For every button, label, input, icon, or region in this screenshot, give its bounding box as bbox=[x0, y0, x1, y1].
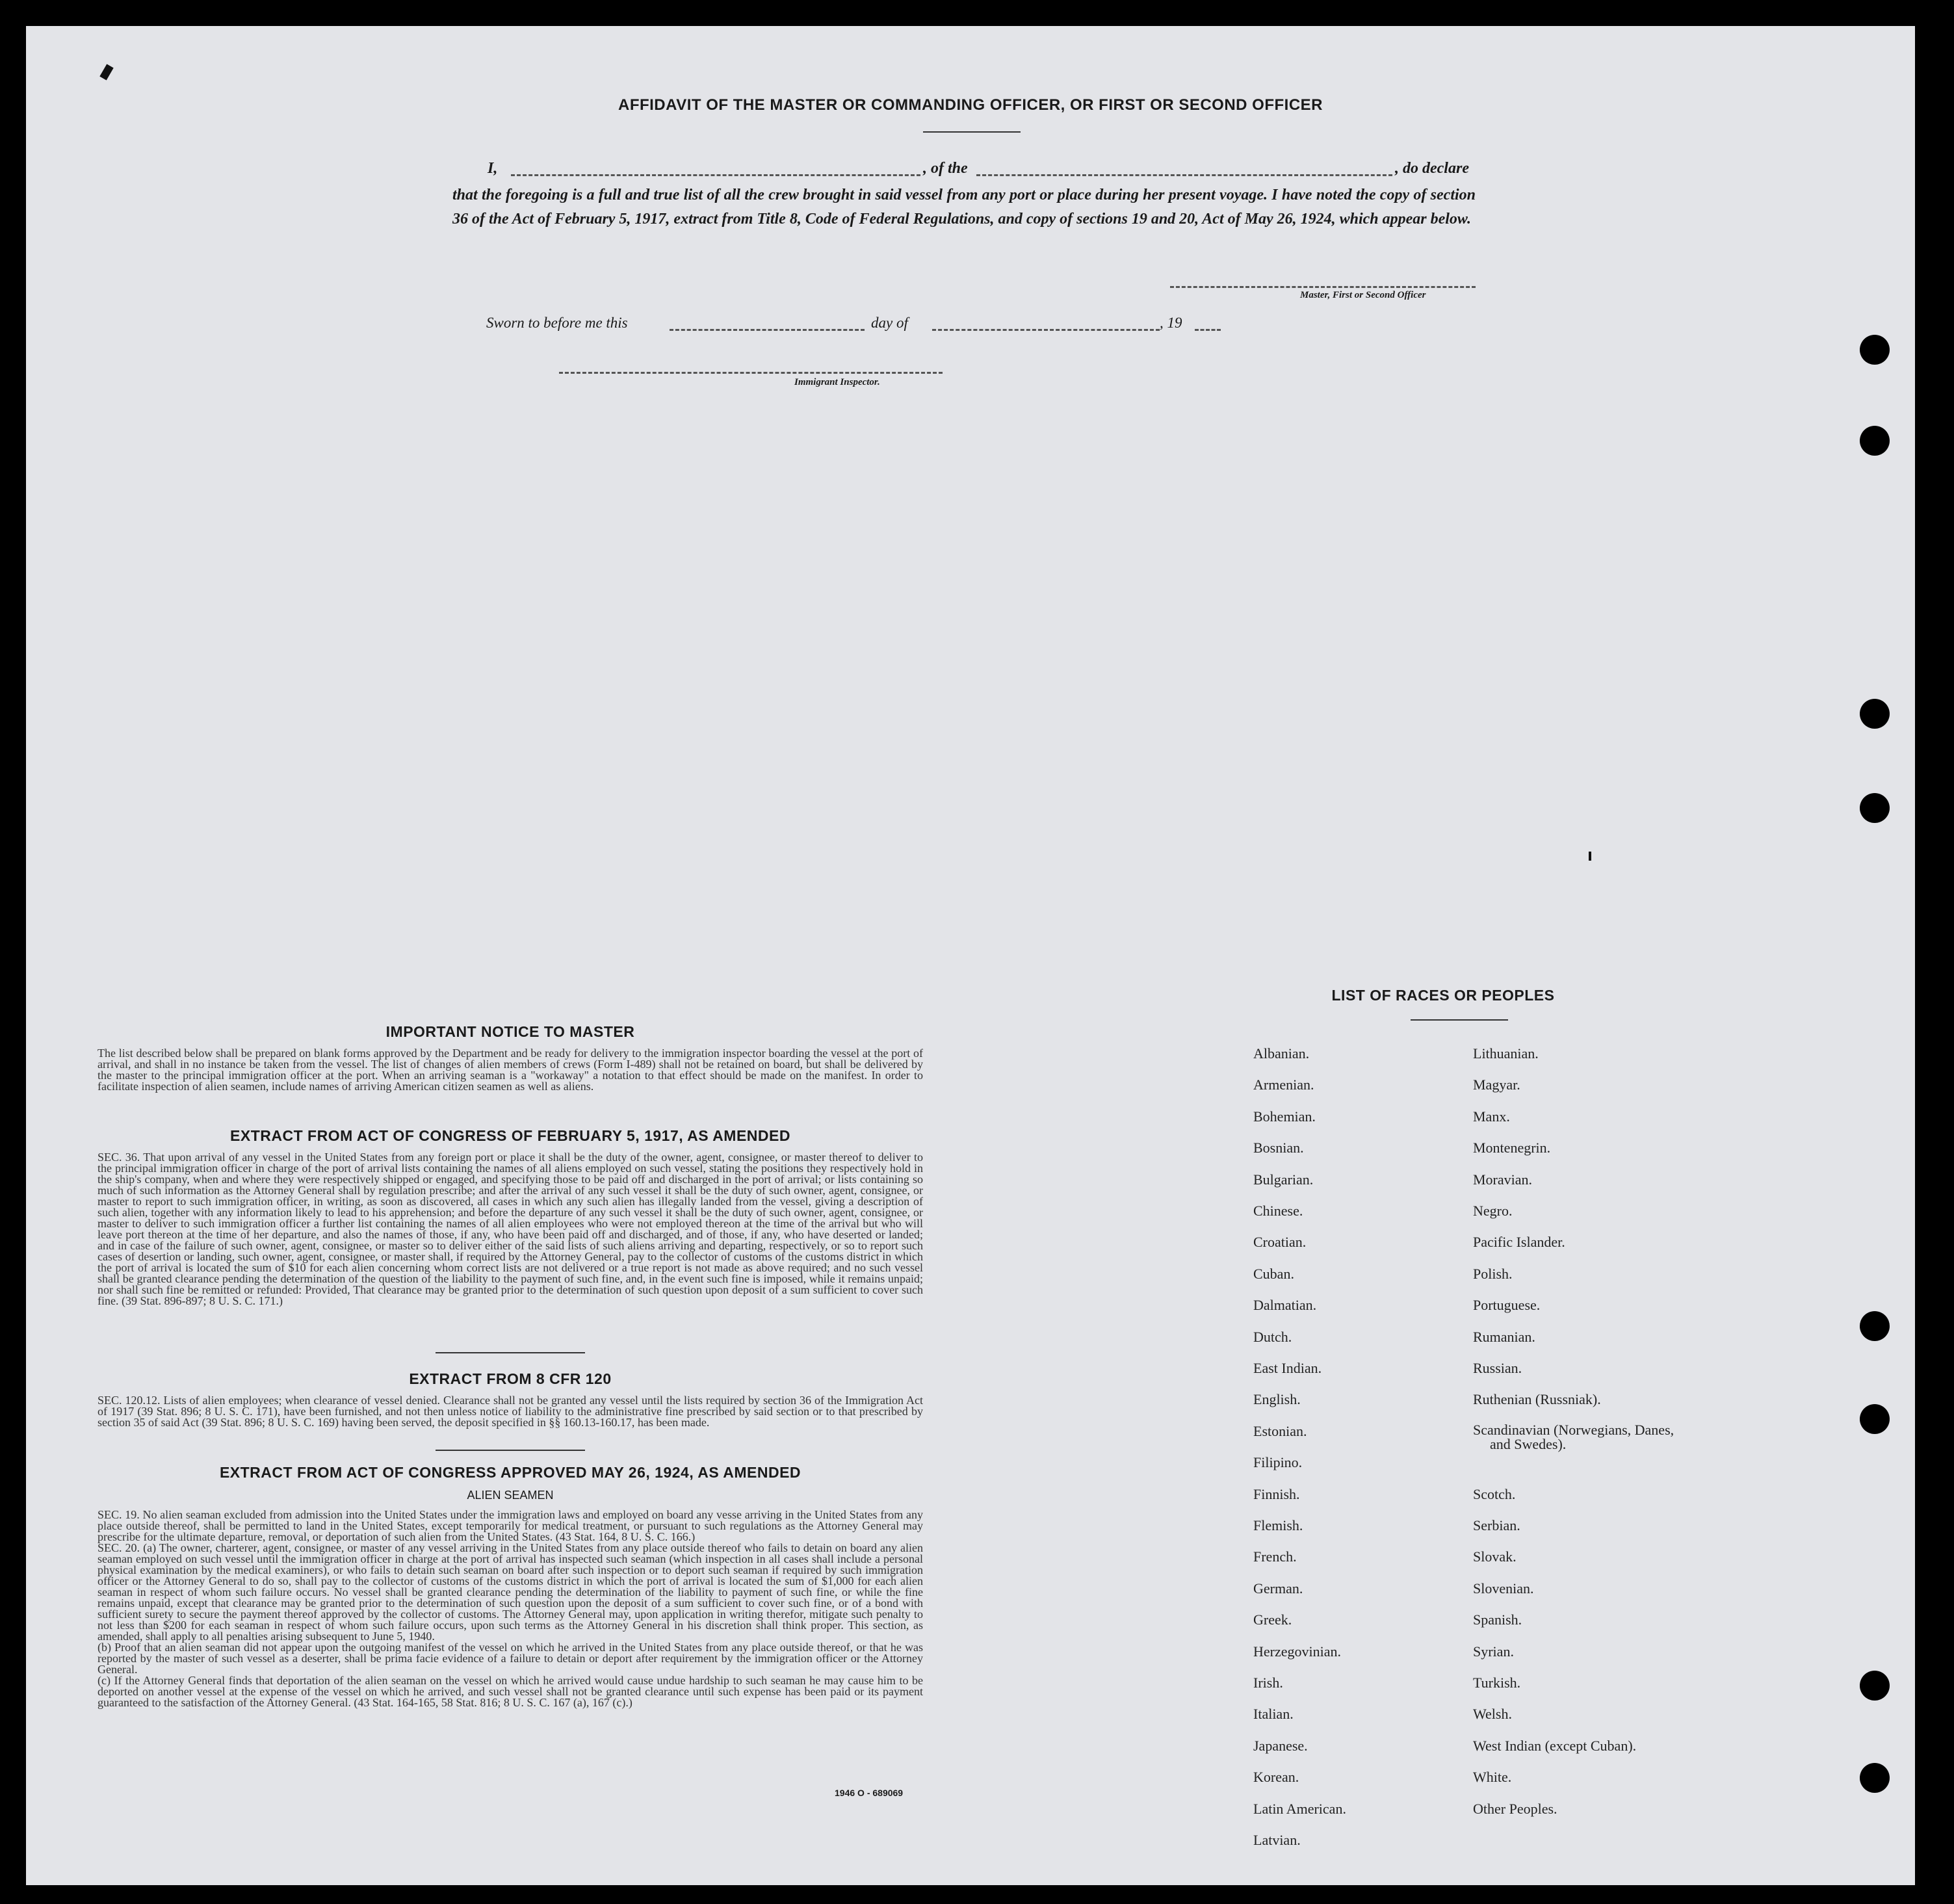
name-blank[interactable] bbox=[511, 174, 920, 176]
race-item-left-6: Croatian. bbox=[1253, 1234, 1307, 1251]
race-item-right-19: Syrian. bbox=[1473, 1643, 1514, 1660]
race-item-right-2: Manx. bbox=[1473, 1108, 1510, 1125]
binder-hole bbox=[1860, 1763, 1890, 1793]
divider-1 bbox=[436, 1352, 585, 1353]
binder-hole bbox=[1860, 335, 1890, 365]
form-page bbox=[26, 26, 1915, 1885]
race-item-left-9: Dutch. bbox=[1253, 1328, 1292, 1345]
inspector-line[interactable] bbox=[559, 372, 943, 374]
extract-1924-heading: EXTRACT FROM ACT OF CONGRESS APPROVED MAY 26, 1924, AS AMENDED bbox=[219, 1464, 801, 1481]
extract-cfr-heading: EXTRACT FROM 8 CFR 120 bbox=[409, 1370, 612, 1387]
binder-hole bbox=[1860, 1404, 1890, 1434]
race-item-right-12: Scandinavian (Norwegians, Danes, and Swedes). bbox=[1473, 1421, 1674, 1452]
race-item-left-2: Bohemian. bbox=[1253, 1108, 1316, 1125]
notice-text: The list described below shall be prepared on blank forms approved by the Department and be ready for delivery to the immigration inspector boarding the vessel at the port of arrival, and shall in no instance be taken from the vessel. The list of changes of alien members of crews (Form I-489) shall not be retained on board, but shall be delivered by the master to the principal immigration officer at the port. When an arriving seaman is a "workaway" a notation to that effect should be made on the manifest. In order to facilitate inspection of alien seamen, include names of arriving American citizen seamen as well as aliens. bbox=[98, 1047, 923, 1093]
race-item-right-6: Pacific Islander. bbox=[1473, 1234, 1565, 1251]
race-item-right-4: Moravian. bbox=[1473, 1171, 1533, 1188]
binder-hole bbox=[1860, 1671, 1890, 1701]
extract-1917-heading: EXTRACT FROM ACT OF CONGRESS OF FEBRUARY 5, 1917, AS AMENDED bbox=[230, 1127, 790, 1144]
race-item-left-7: Cuban. bbox=[1253, 1265, 1294, 1282]
race-item-left-17: German. bbox=[1253, 1580, 1303, 1597]
race-item-right-24: Other Peoples. bbox=[1473, 1800, 1557, 1817]
divider-2 bbox=[436, 1450, 585, 1451]
race-item-left-14: Finnish. bbox=[1253, 1485, 1300, 1502]
notice-heading: IMPORTANT NOTICE TO MASTER bbox=[385, 1023, 635, 1040]
race-item-right-16: Slovak. bbox=[1473, 1548, 1517, 1565]
race-item-left-20: Irish. bbox=[1253, 1675, 1283, 1691]
sworn-month-blank[interactable] bbox=[932, 329, 1160, 331]
race-item-right-18: Spanish. bbox=[1473, 1611, 1522, 1628]
race-item-right-11: Ruthenian (Russniak). bbox=[1473, 1391, 1601, 1408]
races-underline bbox=[1411, 1019, 1508, 1021]
extract-1924-text bbox=[98, 1509, 923, 1708]
race-item-left-23: Korean. bbox=[1253, 1769, 1299, 1786]
title-underline bbox=[923, 131, 1021, 133]
race-item-left-3: Bosnian. bbox=[1253, 1140, 1304, 1156]
race-item-right-23: White. bbox=[1473, 1769, 1512, 1786]
race-item-right-14: Scotch. bbox=[1473, 1485, 1516, 1502]
race-item-left-24: Latin American. bbox=[1253, 1800, 1346, 1817]
race-item-left-5: Chinese. bbox=[1253, 1203, 1303, 1219]
race-item-left-11: English. bbox=[1253, 1391, 1301, 1408]
day-of-text: day of bbox=[871, 315, 908, 331]
race-item-right-22: West Indian (except Cuban). bbox=[1473, 1737, 1637, 1754]
race-item-right-15: Serbian. bbox=[1473, 1517, 1520, 1533]
ink-mark bbox=[1589, 852, 1591, 861]
affidavit-i: I, bbox=[488, 160, 498, 177]
race-item-right-20: Turkish. bbox=[1473, 1675, 1521, 1691]
alien-seamen-subheading: ALIEN SEAMEN bbox=[467, 1489, 554, 1502]
sec19-text: SEC. 19. No alien seaman excluded from admission into the United States under the immigration laws and employed on board any vesse arriving in the United States from any place outside thereof, shall be permitted to land in the United States, except temporarily for medical treatment, or pursuant to such regulations as the Attorney General may prescribe for the ultimate departure, removal, or deportation of such alien from the United States. (43 Stat. 164, 8 U. S. C. 166.) bbox=[98, 1508, 923, 1543]
race-item-left-12: Estonian. bbox=[1253, 1422, 1307, 1439]
year-blank[interactable] bbox=[1195, 329, 1221, 331]
race-item-left-21: Italian. bbox=[1253, 1706, 1294, 1723]
race-item-right-17: Slovenian. bbox=[1473, 1580, 1534, 1597]
race-item-left-0: Albanian. bbox=[1253, 1045, 1310, 1062]
race-item-right-3: Montenegrin. bbox=[1473, 1140, 1551, 1156]
binder-hole bbox=[1860, 793, 1890, 823]
affidavit-do-declare: , do declare bbox=[1395, 160, 1469, 177]
race-item-left-8: Dalmatian. bbox=[1253, 1297, 1317, 1314]
year-prefix: , 19 bbox=[1160, 315, 1182, 331]
race-item-right-10: Russian. bbox=[1473, 1360, 1522, 1376]
sec20b-text: (b) Proof that an alien seaman did not appear upon the outgoing manifest of the vessel on which he arrived in the United States from any place outside thereof, or that he was reported by the master of such vessel as a deserter, shall be prima facie evidence of a failure to detain or deport after requirement by the immigration officer or the Attorney General. bbox=[98, 1641, 923, 1676]
races-heading: LIST OF RACES OR PEOPLES bbox=[1331, 987, 1555, 1004]
binder-hole bbox=[1860, 699, 1890, 729]
race-item-right-5: Negro. bbox=[1473, 1203, 1513, 1219]
affidavit-title: AFFIDAVIT OF THE MASTER OR COMMANDING OFFICER, OR FIRST OR SECOND OFFICER bbox=[618, 96, 1323, 114]
race-item-right-8: Portuguese. bbox=[1473, 1297, 1541, 1314]
race-item-left-25: Latvian. bbox=[1253, 1832, 1301, 1848]
race-item-left-22: Japanese. bbox=[1253, 1737, 1308, 1754]
race-item-right-0: Lithuanian. bbox=[1473, 1045, 1539, 1062]
sworn-text: Sworn to before me this bbox=[486, 315, 628, 331]
race-item-left-1: Armenian. bbox=[1253, 1076, 1314, 1093]
binder-hole bbox=[1860, 426, 1890, 456]
sec20c-text: (c) If the Attorney General finds that deportation of the alien seaman on the vessel on which he arrived would cause undue hardship to such seaman he may cause him to be deported on another vessel at the expense of the vessel on which he arrived, and such vessel shall not be granted clearance until such expense has been paid or its payment guaranteed to the satisfaction of the Attorney General. (43 Stat. 164-165, 58 Stat. 816; 8 U. S. C. 167 (a), 167 (c).) bbox=[98, 1674, 923, 1709]
inspector-label: Immigrant Inspector. bbox=[794, 377, 880, 387]
vessel-blank[interactable] bbox=[976, 174, 1392, 176]
race-item-left-13: Filipino. bbox=[1253, 1454, 1303, 1471]
race-item-right-21: Welsh. bbox=[1473, 1706, 1512, 1723]
race-item-right-7: Polish. bbox=[1473, 1265, 1513, 1282]
race-item-right-1: Magyar. bbox=[1473, 1076, 1520, 1093]
sec20a-text: SEC. 20. (a) The owner, charterer, agent, consignee, or master of any vessel arriving in the United States from any place outside thereof who fails to detain on board any alien seaman employed on such vessel until the immigration officer in charge at the port of arrival has inspected such seaman (which inspection in all cases shall include a personal physical examination by the medical examiners), or who fails to detain such seaman on board after such inspection or to deport such seaman if required by such immigration officer or the Attorney General to do so, shall pay to the collector of customs of the customs district in which the port of arrival is located the sum of $1,000 for each alien seaman in respect of whom such failure occurs. No vessel shall be granted clearance pending the determination of the liability to payment of such fine, or while the fine remains unpaid, except that clearance may be granted prior to the determination of such question upon the deposit of a sum sufficient to cover such fine, or of a bond with sufficient surety to secure the payment thereof approved by the collector of customs. The Attorney General may, upon application in writing therefor, mitigate such penalty to not less than $200 for each seaman in respect of whom such failure occurs, upon such terms as the Attorney General in his discretion shall think proper. This section, as amended, shall apply to all penalties arising subsequent to June 5, 1940. bbox=[98, 1541, 923, 1643]
affidavit-of-the: , of the bbox=[923, 160, 968, 177]
race-item-right-9: Rumanian. bbox=[1473, 1328, 1535, 1345]
race-item-left-16: French. bbox=[1253, 1548, 1297, 1565]
signature-line[interactable] bbox=[1170, 286, 1476, 288]
race-item-left-18: Greek. bbox=[1253, 1611, 1292, 1628]
race-item-left-10: East Indian. bbox=[1253, 1360, 1322, 1376]
signature-label: Master, First or Second Officer bbox=[1300, 290, 1426, 300]
affidavit-body: that the foregoing is a full and true list of all the crew brought in said vessel from any port or place during her present voyage. I have noted the copy of section 36 of the Act of February 5, 1917, extract from Title 8, Code of Federal Regulations, and copy of sections 19 and 20, Act of May 26, 1924, which appear below. bbox=[452, 187, 1476, 228]
binder-hole bbox=[1860, 1311, 1890, 1341]
race-item-left-15: Flemish. bbox=[1253, 1517, 1303, 1533]
sworn-day-blank[interactable] bbox=[670, 329, 865, 331]
race-item-left-4: Bulgarian. bbox=[1253, 1171, 1314, 1188]
print-code: 1946 O - 689069 bbox=[835, 1788, 904, 1798]
extract-1917-text: SEC. 36. That upon arrival of any vessel in the United States from any foreign port or place it shall be the duty of the owner, agent, consignee, or master thereof to deliver to the principal immigration officer in charge of the port of arrival lists containing the names of all aliens employed on such vessel, stating the positions they respectively hold in the ship's company, when and where they were respectively shipped or engaged, and specifying those to be paid off and discharged in the port of arrival; or lists containing so much of such information as the Attorney General shall by regulation prescribe; and after the arrival of any such vessel it shall be the duty of such owner, agent, consignee, or master to report to such immigration officer, in writing, as soon as discovered, all cases in which any such alien has illegally landed from the vessel, giving a description of such alien, together with any information likely to lead to his apprehension; and before the departure of any such vessel it shall be the duty of such owner, agent, consignee, or master to deliver to such immigration officer a further list containing the names of all alien employees who were not employed thereon at the time of the arrival but who will leave port thereon at the time of her departure, and also the names of those, if any, who have been paid off and discharged, and of those, if any, who have deserted or landed; and in case of the failure of such owner, agent, consignee, or master so to deliver either of the said lists of such aliens arriving and departing, respectively, or so to report such cases of desertion or landing, such owner, agent, consignee, or master shall, if required by the Attorney General, pay to the collector of customs of the customs district in which the port of arrival is located the sum of $10 for each alien concerning whom correct lists are not delivered or a true report is not made as above required; and no such vessel shall be granted clearance pending the determination of the question of the liability to the payment of such fine, and, in the event such fine is imposed, while it remains unpaid; nor shall such fine be remitted or refunded: Provided, That clearance may be granted prior to the determination of such question upon deposit of a sum sufficient to cover such fine. (39 Stat. 896-897; 8 U. S. C. 171.) bbox=[98, 1151, 923, 1307]
race-item-left-19: Herzegovinian. bbox=[1253, 1643, 1341, 1660]
extract-cfr-text: SEC. 120.12. Lists of alien employees; when clearance of vessel denied. Clearance shall not be granted any vessel until the lists required by section 36 of the Immigration Act of 1917 (39 Stat. 896; 8 U. S. C. 171), have been furnished, and not then unless notice of liability to the administrative fine prescribed by said section or to that prescribed by section 35 of said Act (39 Stat. 896; 8 U. S. C. 169) having been served, the deposit specified in §§ 160.13-160.17, has been made. bbox=[98, 1394, 923, 1429]
